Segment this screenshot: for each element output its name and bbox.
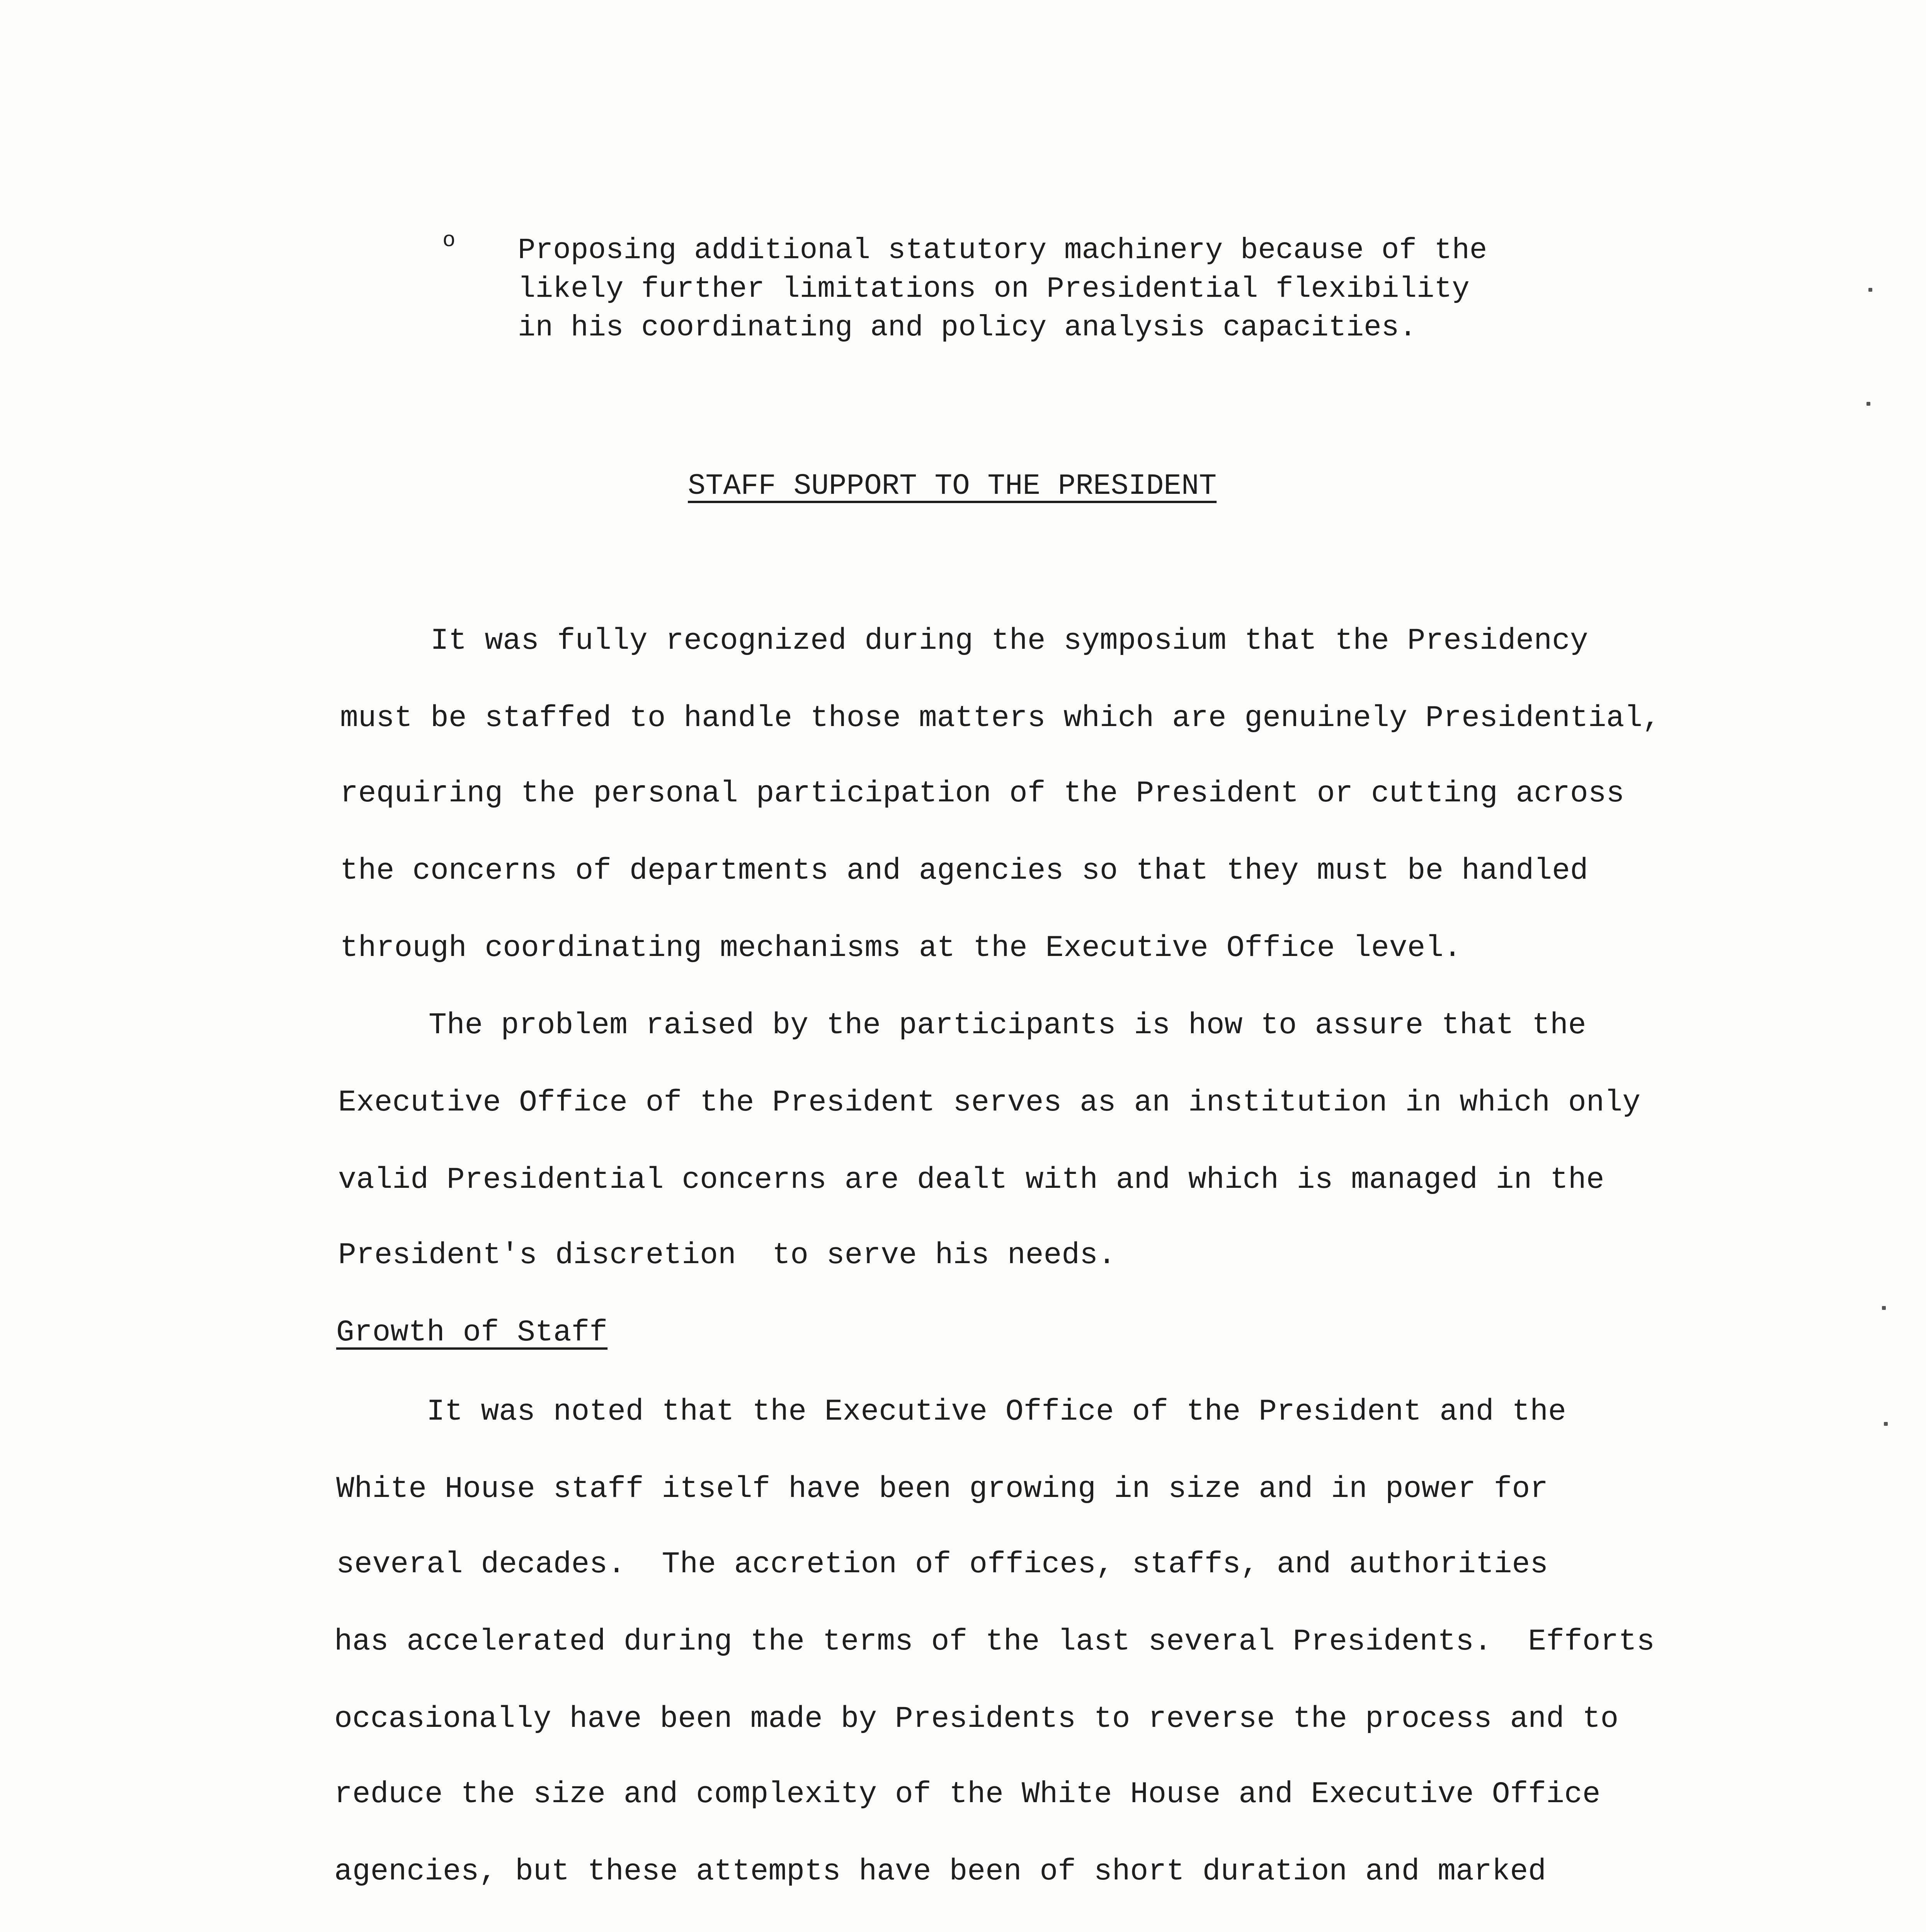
para1-line-1: It was fully recognized during the symposium that the Presidency — [340, 624, 1588, 658]
scan-speck — [1882, 1306, 1886, 1310]
para2-line-2: Executive Office of the President serves as an institution in which only — [338, 1086, 1641, 1120]
para3-line-3: several decades. The accretion of offices, staffs, and authorities — [336, 1548, 1548, 1582]
para3-line-6: reduce the size and complexity of the White House and Executive Office — [334, 1777, 1601, 1811]
para1-line-4: the concerns of departments and agencies so that they must be handled — [340, 854, 1588, 888]
para3-line-7: agencies, but these attempts have been of short duration and marked — [334, 1855, 1547, 1889]
para1-line-5: through coordinating mechanisms at the Executive Office level. — [340, 931, 1462, 965]
para3-line-2: White House staff itself have been growing in size and in power for — [336, 1472, 1548, 1506]
para3-line-4: has accelerated during the terms of the last several Presidents. Efforts — [334, 1625, 1655, 1659]
para2-line-1: The problem raised by the participants is how to assure that the — [338, 1009, 1586, 1043]
scan-speck — [1884, 1422, 1888, 1426]
para3-line-5: occasionally have been made by Presidents to reverse the process and to — [334, 1702, 1619, 1736]
bullet-line-3: in his coordinating and policy analysis capacities. — [518, 311, 1417, 344]
subheading-growth-of-staff: Growth of Staff — [336, 1316, 608, 1350]
bullet-line-2: likely further limitations on Presidential flexibility — [518, 272, 1470, 306]
para2-line-4: President's discretion to serve his needs. — [338, 1238, 1116, 1272]
bullet-mark: o — [442, 228, 456, 253]
scan-speck — [1866, 402, 1870, 406]
para1-line-2: must be staffed to handle those matters which are genuinely Presidential, — [340, 701, 1661, 735]
para1-line-3: requiring the personal participation of the President or cutting across — [340, 777, 1625, 811]
para2-line-3: valid Presidential concerns are dealt with and which is managed in the — [338, 1163, 1604, 1197]
bullet-line-1: Proposing additional statutory machinery because of the — [518, 234, 1487, 267]
scan-speck — [1868, 288, 1872, 292]
section-heading: STAFF SUPPORT TO THE PRESIDENT — [688, 469, 1217, 503]
para3-line-1: It was noted that the Executive Office of the President and the — [336, 1395, 1566, 1429]
